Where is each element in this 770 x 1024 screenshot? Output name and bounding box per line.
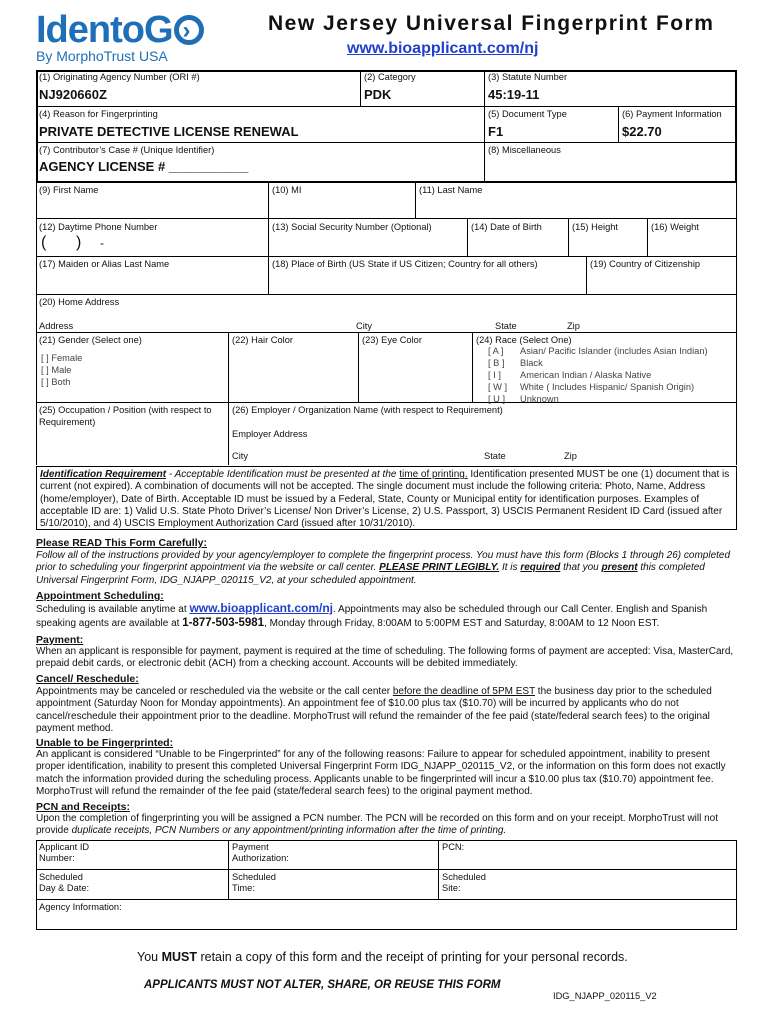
identogo-logo: IdentoG› (36, 10, 204, 50)
eye-color-field[interactable]: (23) Eye Color (359, 333, 473, 403)
gender-field[interactable]: (21) Gender (Select one) [ ] Female [ ] Male [ ] Both (36, 333, 229, 403)
first-name-field[interactable]: (9) First Name (36, 183, 269, 219)
scheduling-heading: Appointment Scheduling: (36, 590, 164, 602)
race-a-checkbox[interactable]: [ A ] (488, 346, 504, 356)
form-url-link[interactable]: www.bioapplicant.com/nj (347, 40, 539, 57)
ori-field[interactable]: (1) Originating Agency Number (ORI #) NJ920660Z (36, 70, 361, 107)
race-w-checkbox[interactable]: [ W ] (488, 382, 508, 392)
scheduling-text: Scheduling is available anytime at www.bioapplicant.com/nj. Appointments may also be scheduled through our Call Center. English and Spanish speaking agents are available at 1-877-503-5981, Monday through Friday, 8:00AM to 5:00PM EST and Saturday, 8:00AM to 12 Noon EST. (36, 601, 708, 629)
miscellaneous-field[interactable]: (8) Miscellaneous (488, 145, 561, 155)
cancel-text: Appointments may be canceled or rescheduled via the website or the call center before the deadline of 5PM EST the business day prior to the scheduled appointment (Saturday Noon for Monday appointments). An appointment fee of $10.00 plus tax ($10.70) will be incurred by applicants who do not cancel/reschedule their appointment prior to the deadline. MorphoTrust will refund the remainder of the fee paid (state/federal search fees) to the original payment method. (36, 686, 712, 734)
logo-arrow-icon (174, 15, 204, 45)
reason-field[interactable]: (4) Reason for Fingerprinting PRIVATE DETECTIVE LICENSE RENEWAL (36, 107, 485, 143)
pcn-text: Upon the completion of fingerprinting you will be assigned a PCN number. The PCN will be recorded on this form and on your receipt. MorphoTrust will not provide duplicate receipts, PCN Numbers or any appointment/printing information after the time of printing. (36, 813, 719, 837)
read-carefully-text: Follow all of the instructions provided by your agency/employer to complete the fingerprint process. You must have this form (Blocks 1 through 26) completed prior to scheduling your fingerprint appointment via the website or call center. PLEASE PRINT LEGIBLY. It is required that you present this completed Universal Fingerprint Form, IDG_NJAPP_020115_V2, at your scheduled appointment. (36, 550, 731, 586)
payment-authorization-cell[interactable]: Payment Authorization: (229, 840, 439, 870)
maiden-name-field[interactable]: (17) Maiden or Alias Last Name (36, 257, 269, 295)
form-id: IDG_NJAPP_020115_V2 (553, 991, 657, 1001)
race-field[interactable]: (24) Race (Select One) [ A ] Asian/ Pacific Islander (includes Asian Indian) [ B ] Black [ I ] American Indian / Alaska Native [ W ] White ( Includes Hispanic/ Spanish Origin) [ U ] Unknown (473, 333, 737, 403)
category-field[interactable]: (2) Category PDK (361, 70, 485, 107)
country-of-citizenship-field[interactable]: (19) Country of Citizenship (587, 257, 737, 295)
unable-text: An applicant is considered “Unable to be Fingerprinted” for any of the following reasons: Failure to appear for scheduled appointment, inability to present proper identification, inability to present this completed Universal Fingerprint Form IDG_NJAPP_020115_V2, or the information on this form does not exactly match the information provided during the scheduling process. Applicants unable to be fingerprinted will incur a $10.00 plus tax ($10.70) appointment fee. MorphoTrust will refund the remainder of the fee paid (state/federal search fees) to the original payment method. (36, 749, 726, 797)
applicant-id-cell[interactable]: Applicant ID Number: (36, 840, 229, 870)
read-carefully-heading: Please READ This Form Carefully: (36, 537, 207, 549)
home-address-field[interactable]: (20) Home Address Address City State Zip (36, 295, 737, 333)
scheduled-site-cell[interactable]: Scheduled Site: (439, 870, 737, 900)
gender-male-checkbox[interactable]: [ ] Male (41, 365, 72, 375)
payment-heading: Payment: (36, 634, 84, 646)
daytime-phone-field[interactable]: (12) Daytime Phone Number ( ) - (36, 219, 269, 257)
middle-initial-field[interactable]: (10) MI (269, 183, 416, 219)
unable-heading: Unable to be Fingerprinted: (36, 737, 174, 749)
logo-subtitle: By MorphoTrust USA (36, 48, 168, 64)
pcn-cell[interactable]: PCN: (439, 840, 737, 870)
scheduling-url-link[interactable]: www.bioapplicant.com/nj (189, 601, 334, 615)
form-title: New Jersey Universal Fingerprint Form (268, 12, 715, 35)
no-alter-warning: APPLICANTS MUST NOT ALTER, SHARE, OR REUSE THIS FORM (144, 979, 501, 991)
document-type-field[interactable]: (5) Document Type F1 (485, 107, 619, 143)
employer-field[interactable]: (26) Employer / Organization Name (with respect to Requirement) Employer Address City State Zip (229, 403, 737, 465)
cancel-heading: Cancel/ Reschedule: (36, 673, 139, 685)
ssn-field[interactable]: (13) Social Security Number (Optional) (269, 219, 468, 257)
height-field[interactable]: (15) Height (569, 219, 648, 257)
agency-information-cell[interactable]: Agency Information: (36, 900, 737, 930)
contributor-case-field[interactable]: (7) Contributor’s Case # (Unique Identifier) AGENCY LICENSE # ___________ (36, 143, 485, 183)
race-i-checkbox[interactable]: [ I ] (488, 370, 501, 380)
occupation-field[interactable]: (25) Occupation / Position (with respect to Requirement) (36, 403, 229, 465)
retain-copy-notice: You MUST retain a copy of this form and the receipt of printing for your personal records. (137, 950, 628, 964)
weight-field[interactable]: (16) Weight (648, 219, 737, 257)
date-of-birth-field[interactable]: (14) Date of Birth (468, 219, 569, 257)
gender-female-checkbox[interactable]: [ ] Female (41, 353, 83, 363)
logo-text: Idento (36, 9, 144, 51)
payment-information-field[interactable]: (6) Payment Information $22.70 (619, 107, 737, 143)
place-of-birth-field[interactable]: (18) Place of Birth (US State if US Citizen; Country for all others) (269, 257, 587, 295)
identification-requirement-box: Identification Requirement - Acceptable Identification must be presented at the time of printing. Identification presented MUST be one (1) document that is current (not expired). A combination of documents will not be accepted. The single document must include the following criteria: Photo, Name, Address (home/employer), Date of Birth. Acceptable ID must be issued by a Federal, State, County or Municipal entity for identification purposes. Examples of acceptable ID are: 1) Valid U.S. State Photo Driver’s License/ Non Driver’s License, 2) U.S. Passport, 3) USCIS Permanent Resident ID Card (issued after 5/10/2010), and 4) USCIS Employment Authorization Card (issued after 10/31/2010). (36, 466, 737, 530)
race-b-checkbox[interactable]: [ B ] (488, 358, 505, 368)
race-u-checkbox[interactable]: [ U ] (488, 394, 506, 404)
payment-text: When an applicant is responsible for payment, payment is required at the time of scheduling. The following forms of payment are accepted: Visa, MasterCard, prepaid debit cards, or electronic debit (ACH) from a checking account. Accounts will be debited immediately. (36, 646, 734, 670)
pcn-heading: PCN and Receipts: (36, 801, 130, 813)
scheduled-day-cell[interactable]: Scheduled Day & Date: (36, 870, 229, 900)
statute-field[interactable]: (3) Statute Number 45:19-11 (485, 70, 737, 107)
last-name-field[interactable]: (11) Last Name (416, 183, 737, 219)
hair-color-field[interactable]: (22) Hair Color (229, 333, 359, 403)
scheduled-time-cell[interactable]: Scheduled Time: (229, 870, 439, 900)
gender-both-checkbox[interactable]: [ ] Both (41, 377, 71, 387)
